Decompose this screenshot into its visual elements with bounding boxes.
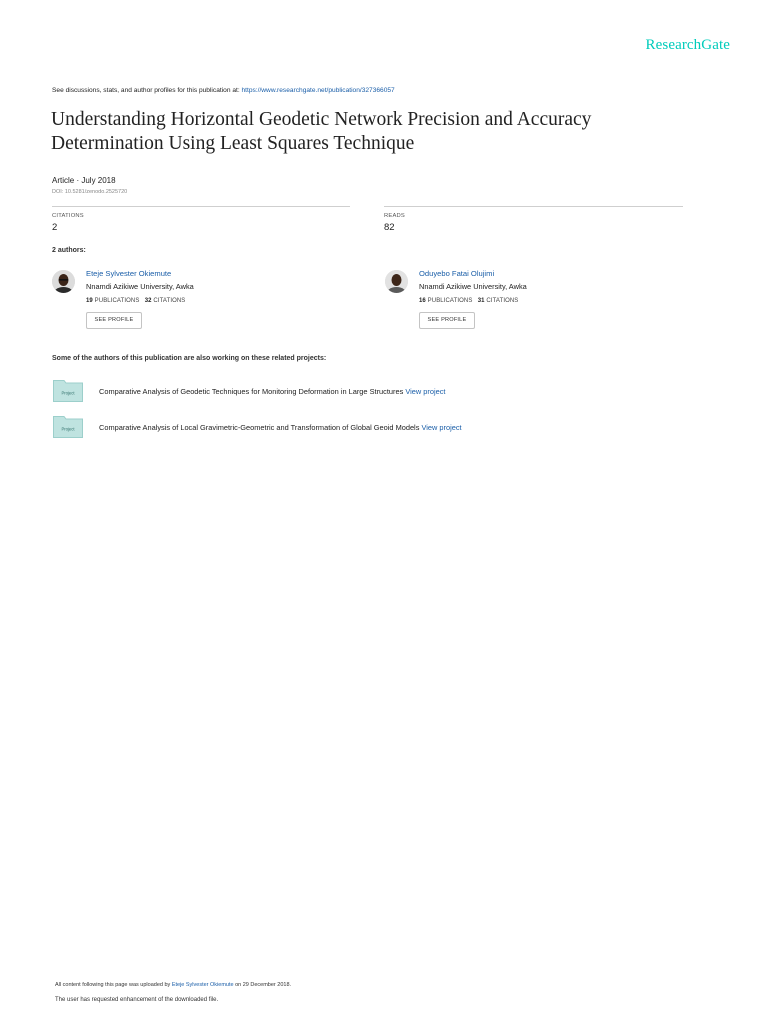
author-citations-count: 32 [144,298,152,304]
person-photo-icon [385,270,408,293]
publication-link[interactable]: https://www.researchgate.net/publication/327366057 [241,87,395,94]
author-affiliation-1: Nnamdi Azikiwe University, Awka [86,282,194,291]
project-title-1: Comparative Analysis of Geodetic Techniques for Monitoring Deformation in Large Structures [99,387,406,396]
upload-suffix: on 29 December 2018. [233,982,292,988]
related-projects-heading: Some of the authors of this publication are also working on these related projects: [52,355,327,362]
project-folder-icon [53,380,83,402]
citations-divider [52,206,350,207]
project-icon-label: Project [61,390,75,396]
project-icon-label: Project [61,426,75,432]
reads-label: READS [384,213,405,219]
see-profile-button[interactable]: SEE PROFILE [86,312,142,329]
avatar[interactable] [385,270,408,293]
reads-divider [384,206,683,207]
project-item-1 [99,387,445,396]
article-meta: Article · July 2018 [52,176,116,185]
author-publications-count: 19 [86,298,93,304]
author-stats-1 [86,298,185,304]
citations-value: 2 [52,222,58,233]
author-citations-label: CITATIONS [486,298,519,304]
upload-note [55,982,291,988]
author-citations-label: CITATIONS [153,298,186,304]
paper-title-line-1: Understanding Horizontal Geodetic Network Precision and Accuracy [51,109,592,130]
author-publications-count: 16 [419,298,426,304]
researchgate-logo[interactable]: ResearchGate [645,37,730,53]
avatar[interactable] [52,270,75,293]
upload-prefix: All content following this page was uploaded by [55,982,172,988]
enhancement-note: The user has requested enhancement of the downloaded file. [55,997,219,1003]
paper-title-line-2: Determination Using Least Squares Technique [51,132,415,154]
authors-heading: 2 authors: [52,247,86,254]
project-title-2: Comparative Analysis of Local Gravimetric-Geometric and Transformation of Global Geoid Models [99,423,422,432]
view-project-link[interactable]: View project [405,387,446,396]
author-name-2[interactable]: Oduyebo Fatai Olujimi [419,269,495,278]
person-photo-icon [52,270,75,293]
author-stats-2 [419,298,518,304]
author-citations-count: 31 [477,298,485,304]
author-publications-label: PUBLICATIONS [427,298,473,304]
see-profile-button[interactable]: SEE PROFILE [419,312,475,329]
reads-value: 82 [384,222,395,233]
view-project-link[interactable]: View project [421,423,462,432]
author-affiliation-2: Nnamdi Azikiwe University, Awka [419,282,527,291]
project-folder-icon [53,416,83,438]
citations-label: CITATIONS [52,213,84,219]
project-item-2 [99,423,462,432]
author-publications-label: PUBLICATIONS [94,298,140,304]
discussion-line [52,87,395,94]
paper-title [51,108,711,155]
doi: DOI: 10.5281/zenodo.2525720 [52,189,128,195]
discussion-text: See discussions, stats, and author profiles for this publication at: [52,87,242,94]
uploader-link[interactable]: Eteje Sylvester Okiemute [171,982,234,988]
author-name-1[interactable]: Eteje Sylvester Okiemute [86,269,172,278]
